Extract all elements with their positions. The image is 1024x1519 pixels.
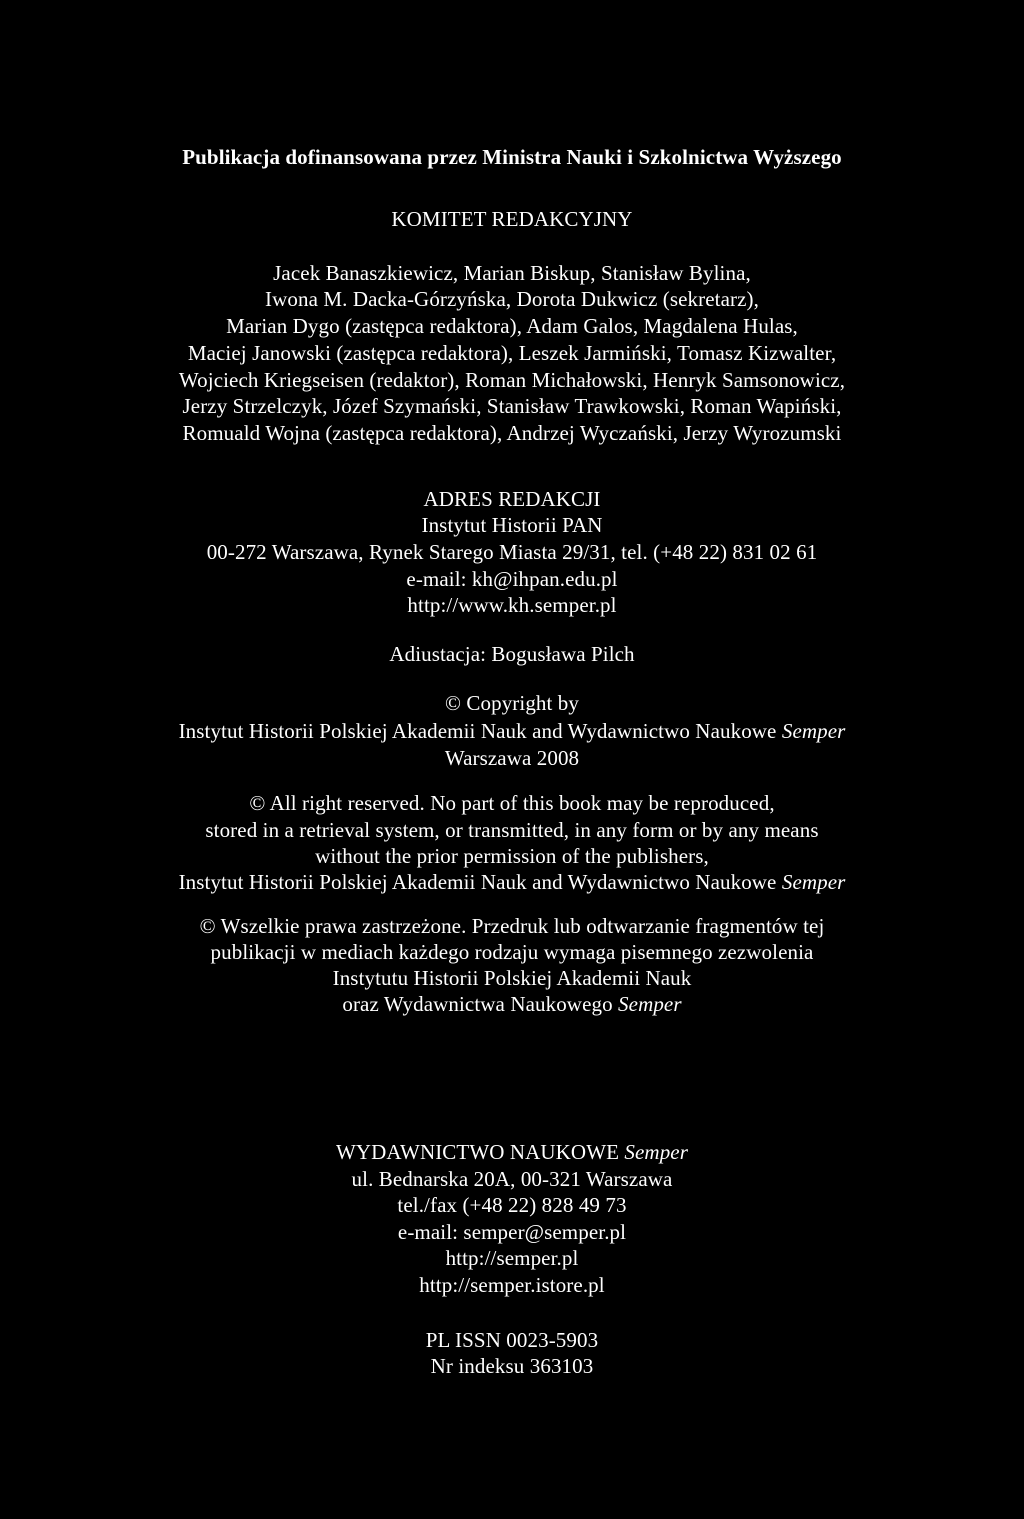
publisher-url: http://semper.istore.pl [419,1273,605,1297]
address-institute: Instytut Historii PAN [421,513,603,537]
committee-line: Iwona M. Dacka-Górzyńska, Dorota Dukwicz (sekretarz), [265,287,759,311]
semper-name: Semper [781,870,846,894]
address-email: e-mail: kh@ihpan.edu.pl [406,567,618,591]
rights-en-line: without the prior permission of the publishers, [315,844,709,868]
committee-line: Romuald Wojna (zastępca redaktora), Andrzej Wyczański, Jerzy Wyrozumski [182,421,842,445]
publisher-url: http://semper.pl [445,1246,579,1270]
semper-name: Semper [781,719,846,743]
publisher-phone: tel./fax (+48 22) 828 49 73 [397,1193,627,1217]
rights-en-line: © All right reserved. No part of this book may be reproduced, [249,791,775,815]
rights-en-holders: Instytut Historii Polskiej Akademii Nauk and Wydawnictwo Naukowe [178,870,782,894]
rights-pl-line: Instytutu Historii Polskiej Akademii Nauk [332,966,692,990]
address-heading: ADRES REDAKCJI [423,487,601,511]
funding-note: Publikacja dofinansowana przez Ministra Nauki i Szkolnictwa Wyższego [182,145,842,169]
publisher-email: e-mail: semper@semper.pl [397,1220,627,1244]
committee-heading: KOMITET REDAKCYJNY [391,207,633,231]
issn: PL ISSN 0023-5903 [425,1328,599,1352]
rights-pl-holders: oraz Wydawnictwa Naukowego [342,992,619,1016]
publisher-name-text: WYDAWNICTWO NAUKOWE [335,1140,625,1164]
committee-line: Maciej Janowski (zastępca redaktora), Leszek Jarmiński, Tomasz Kizwalter, [187,341,837,365]
rights-pl-line [0,991,1024,1017]
committee-line: Jerzy Strzelczyk, Józef Szymański, Stanisław Trawkowski, Roman Wapiński, [182,394,842,418]
rights-pl-line: publikacji w mediach każdego rodzaju wymaga pisemnego zezwolenia [210,940,814,964]
rights-pl-line: © Wszelkie prawa zastrzeżone. Przedruk lub odtwarzanie fragmentów tej [199,914,825,938]
copyright-holders-text: Instytut Historii Polskiej Akademii Nauk and Wydawnictwo Naukowe [178,719,782,743]
semper-name: Semper [624,1140,688,1164]
rights-en-line: stored in a retrieval system, or transmitted, in any form or by any means [205,818,819,842]
publisher-name [0,1139,1024,1165]
rights-en-line [0,869,1024,895]
semper-name: Semper [618,992,682,1016]
copyright-line: © Copyright by [444,691,580,715]
publisher-street: ul. Bednarska 20A, 00-321 Warszawa [351,1167,673,1191]
copyright-holders [0,718,1024,744]
index-number: Nr indeksu 363103 [430,1354,594,1378]
copyright-place-year: Warszawa 2008 [444,746,580,770]
address-street: 00-272 Warszawa, Rynek Starego Miasta 29/31, tel. (+48 22) 831 02 61 [206,540,818,564]
editing-credit: Adiustacja: Bogusława Pilch [389,642,635,666]
committee-line: Wojciech Kriegseisen (redaktor), Roman Michałowski, Henryk Samsonowicz, [178,368,846,392]
address-url: http://www.kh.semper.pl [407,593,617,617]
committee-line: Marian Dygo (zastępca redaktora), Adam Galos, Magdalena Hulas, [226,314,798,338]
committee-line: Jacek Banaszkiewicz, Marian Biskup, Stanisław Bylina, [273,261,751,285]
